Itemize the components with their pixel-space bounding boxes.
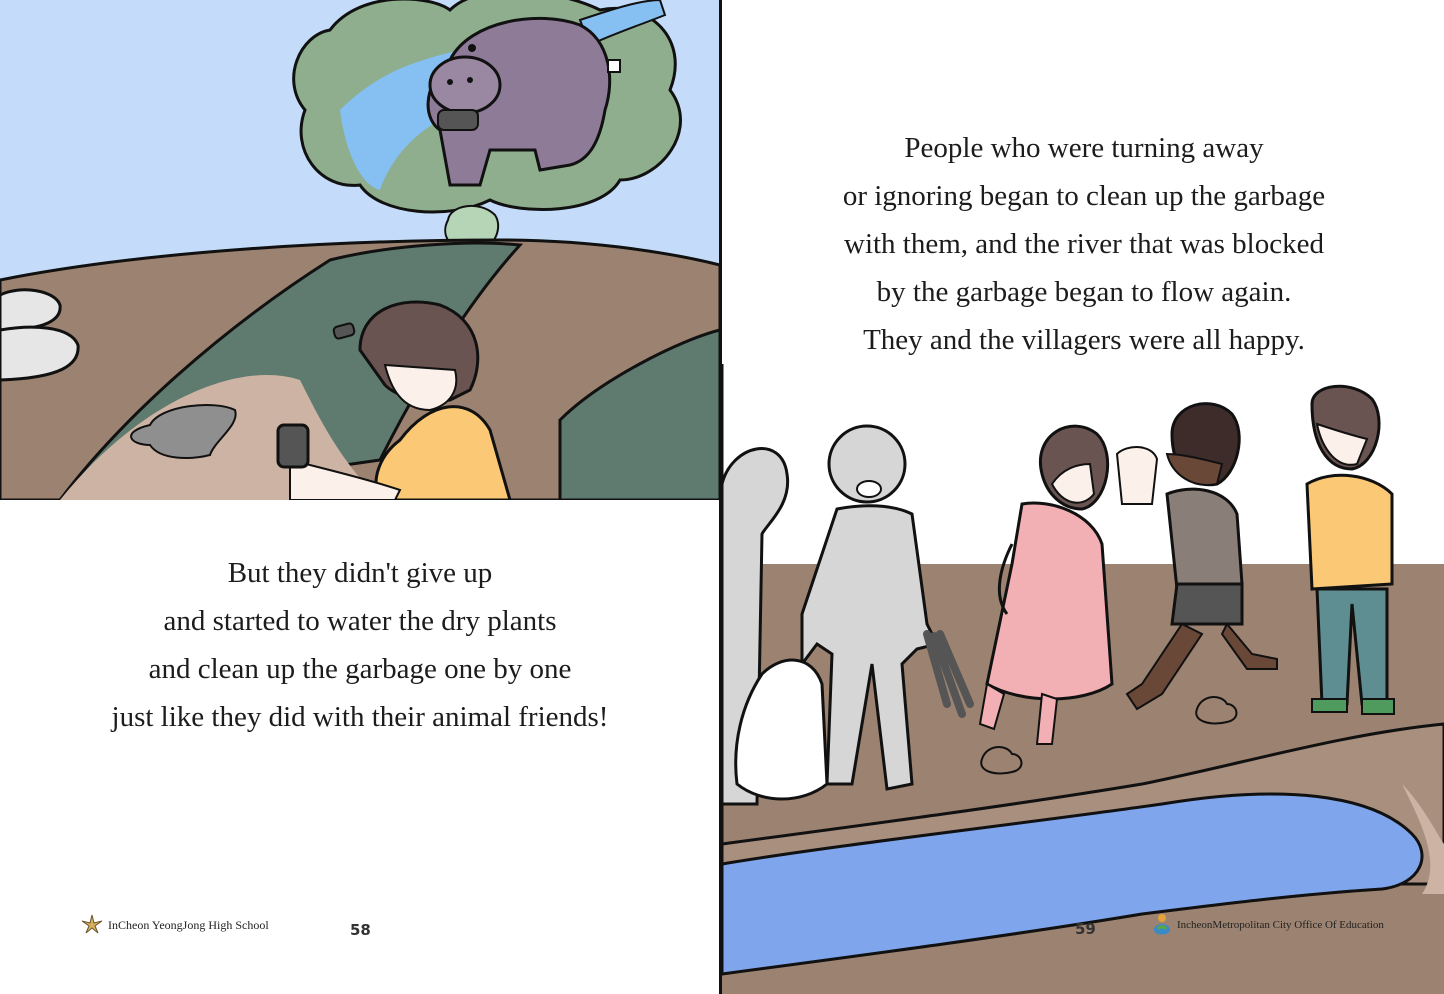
right-story-text [784, 124, 1384, 364]
story-line: or ignoring began to clean up the garbage [842, 180, 1326, 212]
story-line: and clean up the garbage one by one [148, 653, 572, 685]
story-line: They and the villagers were all happy. [863, 324, 1305, 356]
right-page [722, 0, 1444, 994]
story-line: just like they did with their animal friends! [111, 701, 609, 733]
school-name: InCheon YeongJong High School [108, 918, 269, 932]
page-number-right: 59 [1075, 920, 1096, 938]
left-illustration [0, 0, 720, 500]
story-line: with them, and the river that was blocked [844, 228, 1324, 260]
story-line: and started to water the dry plants [163, 605, 557, 637]
school-logo-icon [80, 913, 104, 935]
story-line: by the garbage began to flow again. [876, 276, 1292, 308]
left-story-text [60, 549, 660, 741]
story-line: People who were turning away [904, 132, 1264, 164]
page-number-left: 58 [350, 921, 371, 939]
education-office-logo-icon [1150, 912, 1174, 938]
office-name: IncheonMetropolitan City Office Of Education [1177, 919, 1384, 931]
story-line: But they didn't give up [227, 557, 493, 589]
right-illustration [722, 364, 1444, 994]
